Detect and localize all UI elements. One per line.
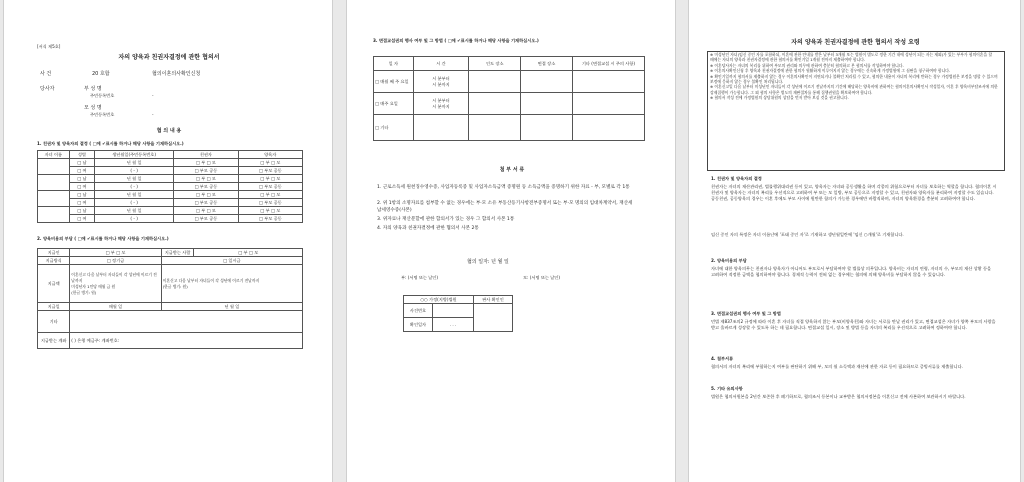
col-caregiver: 양육자 — [238, 151, 302, 159]
handover-place[interactable] — [469, 115, 521, 141]
gender-female[interactable]: □ 여 — [69, 199, 94, 207]
notice-item-3: ※ 이혼의사확인신청 후 양육과 친권자결정에 관한 협의가 원활하게 이루어지지 않는 경우에는 신속하게 가정법원에 그 심판을 청구하여야 합니다. — [710, 68, 951, 74]
caregiver-joint[interactable]: □ 부모 공동 — [238, 183, 302, 191]
notice-item-1: ※ 미성년인 자녀(임신 중인 자를 포함하되, 이혼에 관한 안내를 받은 날부터 3개월 또는 법원이 별도로 정한 기간 내에 성년이 되는 자는 제외)가 있는 부부가 협의이혼을 할 때에는 자녀의 양육과 친권자결정에 관한 협의서를 확인기일 1개월 전까지 제출하여야 합니다. — [710, 52, 993, 63]
gender-female[interactable]: □ 여 — [69, 183, 94, 191]
father-name-label: 부 성 명 — [84, 86, 102, 92]
meeting-place[interactable] — [521, 93, 573, 115]
notice-item-2: ※ 이혼당사자는 자녀의 복리를 위하여 부모의 권리와 의무에 관하여 충분히 협의하고 본 협의서를 작성하여야 합니다. — [710, 62, 904, 68]
col-child-name: 자녀 이름 — [38, 151, 70, 159]
caregiver-choice[interactable]: □ 부 □ 모 — [238, 175, 302, 183]
child-name-cell[interactable] — [38, 207, 70, 223]
time-range[interactable] — [413, 115, 469, 141]
section-1-title: 1. 친권자 및 양육자의 결정 ( □에 ✔표시를 하거나 해당 사항을 기재하십시오.) — [37, 141, 184, 146]
time-range[interactable] — [413, 93, 469, 115]
id-number[interactable]: ( - ) — [95, 167, 174, 175]
notes[interactable] — [572, 93, 644, 115]
method-lump[interactable]: □ 일시금 — [161, 257, 302, 265]
guide-s5-body: 법원은 협의서원본을 2년간 보존한 후 폐기하므로, 협의조서 등본이나 교부받은 협의서정본을 이혼신고 전에 사본하여 보관하시기 바랍니다. — [711, 394, 966, 399]
receiver-options[interactable]: □ 부 □ 모 — [194, 249, 303, 257]
table-row — [38, 199, 303, 207]
gender-female[interactable]: □ 여 — [69, 215, 94, 223]
notes[interactable] — [572, 115, 644, 141]
gender-male[interactable]: □ 남 — [69, 175, 94, 183]
table-row — [38, 207, 303, 215]
col-meeting-place: 면접 장소 — [521, 57, 573, 71]
amount-periodic-text3: (한글 병기: 원) — [71, 289, 97, 295]
case-no-label: 사건번호 — [404, 304, 433, 318]
judge-confirm-label: 판사 확인인 — [474, 296, 513, 304]
birth-date[interactable]: 년 월 일 — [95, 191, 174, 199]
attachments-heading: 첨 부 서 류 — [499, 167, 525, 173]
table-row — [374, 93, 645, 115]
custodian-joint[interactable]: □ 부모 공동 — [174, 199, 238, 207]
gender-male[interactable]: □ 남 — [69, 207, 94, 215]
guide-s4-title: 4. 첨부서류 — [711, 356, 734, 361]
mother-id-dash: - — [152, 112, 154, 117]
col-birthdate: 생년월일(주민등록번호) — [95, 151, 174, 159]
section-2-title: 2. 양육비용의 부담 ( □에 ✔표시를 하거나 해당 사항을 기재하십시오.) — [37, 236, 169, 241]
table-row — [38, 159, 303, 167]
form-page-2 — [346, 0, 676, 482]
attachment-item-3: 3. 위자료나 재산분할에 관한 합의서가 있는 경우 그 합의서 사본 1통 — [377, 217, 515, 222]
form-number: [서식 제5호] — [37, 44, 61, 49]
account-label: 지급받는 계좌 — [38, 333, 70, 349]
caregiver-joint[interactable]: □ 부모 공동 — [238, 215, 302, 223]
notice-item-5: ※ 이혼신고일 다음 날부터 미성년인 자녀들이 각 성년에 이르기 전날까지의 기간에 해당하는 양육비에 관하여는 협의이혼의사확인서 작성일자, 이혼 후 양육비부담조서에 의한 강제집행이 가능합니다. 그 외 협의 사항은 별도의 재판절차를 통해 집행권원을 확보하여야 합니다. — [710, 84, 998, 95]
date-other[interactable]: □ 기타 — [374, 115, 414, 141]
id-number[interactable]: ( - ) — [95, 215, 174, 223]
form-page-3 — [688, 0, 1021, 482]
amount-periodic-cell[interactable] — [70, 265, 161, 303]
time-to: 시 분까지 — [432, 81, 450, 87]
date-monthly[interactable]: 매월 일 — [70, 303, 161, 311]
child-name-cell[interactable] — [38, 175, 70, 191]
court-confirm-box — [403, 295, 513, 332]
other-value[interactable] — [70, 311, 303, 333]
amount-label: 지급액 — [38, 265, 70, 303]
handover-place[interactable] — [469, 93, 521, 115]
custodian-choice[interactable]: □ 부 □ 모 — [174, 175, 238, 183]
section-3-title: 3. 면접교섭권의 행사 여부 및 그 방법 ( □에 ✔표시를 하거나 해당 사항을 기재하십시오.) — [373, 38, 539, 43]
father-id-label: 주민등록번호 — [90, 93, 115, 98]
case-no-value[interactable] — [433, 304, 474, 318]
guide-s1-body2: 임신 중인 자의 특정은 자녀 이름난에 '포태 중인 자'로 기재하고 생년월일란에 '임신 ○개월'로 기재합니다. — [711, 232, 904, 237]
gender-female[interactable]: □ 여 — [69, 167, 94, 175]
table-row — [38, 303, 303, 311]
table-row — [38, 183, 303, 191]
col-custodian: 친권자 — [174, 151, 238, 159]
amount-lump-text3: (한글 병기: 원) — [162, 283, 188, 289]
method-periodic[interactable]: □ 정기금 — [70, 257, 161, 265]
guide-s1-body: 친권자는 자녀의 재산관리권, 법률행위대리권 등이 있고, 양육자는 자녀와 공동생활을 하며 각종의 위험으로부터 자녀를 보호하는 역할을 합니다. 협의이혼 시 친권자 및 양육자는 자녀의 복리를 우선적으로 고려하여 부 또는 모 일방, 부모 공동으로 지정할 수 있고, 친권자와 양육자를 분리하여 지정할 수도 있습니다. 공동친권, 공동양육의 경우는 이혼 후에도 부모 사이에 원만한 합의가 가능한 경우에만 바람직하며, 자녀의 양육환경을 충분히 고려하여야 합니다. — [711, 184, 997, 202]
custodian-choice[interactable]: □ 부 □ 모 — [174, 191, 238, 199]
case-name: 협의이혼의사확인신청 — [152, 71, 201, 77]
id-number[interactable]: ( - ) — [95, 199, 174, 207]
confirm-date-label: 확인일자 — [404, 318, 433, 332]
birth-date[interactable]: 년 월 일 — [95, 207, 174, 215]
birth-date[interactable]: 년 월 일 — [95, 175, 174, 183]
guide-s2-body: 자녀에 대한 양육의무는 친권자나 양육자가 아니어도 부모로서 부담하여야 할 법률상 의무입니다. 양육비는 자녀의 연령, 자녀의 수, 부모의 재산 상황 등을 고려하여 적정한 금액을 협의하여야 합니다. 경제적 능력이 전혀 없는 경우에는 협의에 의해 양육비를 부담하지 않을 수 있습니다. — [711, 266, 992, 278]
party-label: 당사자 — [40, 86, 55, 92]
date-weekly[interactable]: □ 매주 요일 — [374, 93, 414, 115]
child-name-cell[interactable] — [38, 191, 70, 207]
attachment-item-2: 2. 위 1항의 소명자료를 첨부할 수 없는 경우에는 부·모 소유 부동산등기사항전부증명서 또는 부·모 명의의 임대차계약서, 재산세 납세영수증(사본) — [377, 201, 633, 213]
notice-item-4: ※ 확인기일까지 협의서를 제출하지 않는 경우 이혼의사확인이 지연되거나 불확인 처리될 수 있고, 협의한 내용이 자녀의 복리에 반하는 경우 가정법원은 보정을 명할 수 있으며 보정에 응하지 않는 경우 불확인 처리됩니다. — [710, 73, 998, 85]
time-range[interactable] — [413, 71, 469, 93]
agreement-heading: 협 의 내 용 — [156, 128, 182, 134]
custodian-choice[interactable]: □ 부 □ 모 — [174, 207, 238, 215]
table-row — [38, 215, 303, 223]
amount-periodic-text: 이혼신고 다음 날부터 자녀들이 각 성년에 이르기 전날까지 — [71, 271, 157, 283]
amount-periodic-text2: 미성년자 1인당 매월 금 원 — [71, 283, 116, 289]
id-number[interactable]: ( - ) — [95, 183, 174, 191]
child-name-cell[interactable] — [38, 159, 70, 175]
table-row — [38, 265, 303, 303]
case-number: 20 호합 — [92, 71, 110, 77]
custody-table — [37, 150, 303, 223]
guide-s2-title: 2. 양육비용의 부담 — [711, 258, 747, 263]
mother-id-label: 주민등록번호 — [90, 112, 115, 117]
case-label: 사 건 — [40, 71, 52, 77]
court-name: ○○ 가정(지방)법원 — [404, 296, 474, 304]
other-label: 기타 — [38, 311, 70, 333]
table-header-row — [374, 57, 645, 71]
custodian-choice[interactable]: □ 부 □ 모 — [174, 159, 238, 167]
guide-s3-title: 3. 면접교섭권의 행사 여부 및 그 방법 — [711, 311, 781, 316]
custodian-joint[interactable]: □ 부모 공동 — [174, 183, 238, 191]
time-from: 시 분부터 — [432, 97, 450, 103]
gender-male[interactable]: □ 남 — [69, 159, 94, 167]
guide-s3-body: 민법 제837조의2 규정에 따라 이혼 후 자녀를 직접 양육하지 않는 부모(비양육친)와 자녀는 서로를 만날 권리가 있고, 면접교섭은 자녀가 양쪽 부모의 사랑을 받고 올바르게 성장할 수 있도록 하는 데 필요합니다. 면접교섭 일시, 장소 및 방법 등을 자녀의 복리를 우선적으로 고려하여 정하여야 합니다. — [711, 319, 996, 331]
guide-s4-body: 협의서의 자녀의 복리에 부합하는지 여부를 판단하기 위해 부, 모의 월 소득액과 재산에 관한 자료 등이 필요하므로 증빙서류를 제출합니다. — [711, 364, 963, 369]
table-row — [38, 175, 303, 183]
caregiver-choice[interactable]: □ 부 □ 모 — [238, 191, 302, 199]
table-row — [38, 311, 303, 333]
caregiver-choice[interactable]: □ 부 □ 모 — [238, 207, 302, 215]
table-header-row — [38, 151, 303, 159]
time-to: 시 분까지 — [432, 103, 450, 109]
date-monthly[interactable]: □ 매월 째 주 요일 — [374, 71, 414, 93]
form-page-1 — [3, 0, 333, 482]
col-handover-place: 인도 장소 — [469, 57, 521, 71]
table-row — [38, 257, 303, 265]
date-lump[interactable]: 년 월 일 — [161, 303, 302, 311]
mother-signature[interactable]: 모: (서명 또는 날인) — [523, 275, 560, 280]
support-table — [37, 248, 303, 349]
col-notes: 기타 (면접교섭 시 주의 사항) — [572, 57, 644, 71]
caregiver-joint[interactable]: □ 부모 공동 — [238, 199, 302, 207]
amount-lump-cell[interactable] — [161, 265, 302, 303]
table-row — [38, 249, 303, 257]
judge-seal — [474, 304, 513, 332]
receiver-label: 지급받는 사람 — [161, 249, 194, 257]
meeting-place[interactable] — [521, 71, 573, 93]
table-row — [38, 191, 303, 199]
attachment-item-1: 1. 근로소득세 원천징수영수증, 사업자등록증 및 사업자소득금액 증명원 등 소득금액을 증명하기 위한 자료 - 부, 모별로 각 1통 — [377, 185, 630, 190]
account-value[interactable]: ( ) 은행 예금주: 계좌번호: — [70, 333, 303, 349]
birth-date[interactable]: 년 월 일 — [95, 159, 174, 167]
father-signature[interactable]: 부: (서명 또는 날인) — [401, 275, 438, 280]
mother-name-label: 모 성 명 — [84, 105, 102, 111]
caregiver-joint[interactable]: □ 부모 공동 — [238, 167, 302, 175]
gender-male[interactable]: □ 남 — [69, 191, 94, 199]
table-row — [404, 296, 513, 304]
col-gender: 성별 — [69, 151, 94, 159]
confirm-date-value[interactable]: . . . — [433, 318, 474, 332]
payer-options[interactable]: □ 부 □ 모 — [70, 249, 161, 257]
visitation-table — [373, 56, 645, 141]
table-row — [374, 115, 645, 141]
table-row — [38, 333, 303, 349]
notes[interactable] — [572, 71, 644, 93]
notice-box — [707, 51, 1005, 171]
method-label: 지급방식 — [38, 257, 70, 265]
agreement-date[interactable]: 협의 일자: 년 월 일 — [467, 259, 509, 265]
table-row — [38, 167, 303, 175]
attachment-item-4: 4. 자의 양육과 친권자결정에 관한 협의서 사본 2통 — [377, 226, 479, 231]
father-id-dash: - — [152, 93, 154, 98]
page-title: 자의 양육과 친권자결정에 관한 협의서 — [118, 54, 220, 61]
col-time: 시 간 — [413, 57, 469, 71]
table-row — [404, 304, 513, 318]
custodian-joint[interactable]: □ 부모 공동 — [174, 167, 238, 175]
table-row — [374, 71, 645, 93]
guide-title: 자의 양육과 친권자결정에 관한 협의서 작성 요령 — [791, 39, 920, 46]
payer-label: 지급인 — [38, 249, 70, 257]
guide-s1-title: 1. 친권자 및 양육자의 결정 — [711, 176, 762, 181]
meeting-place[interactable] — [521, 115, 573, 141]
caregiver-choice[interactable]: □ 부 □ 모 — [238, 159, 302, 167]
amount-lump-text: 이혼신고 다음 날부터 자녀들이 각 성년에 이르기 전날까지 — [162, 277, 260, 283]
date-label: 지급일 — [38, 303, 70, 311]
notice-item-6: ※ 협의서 작성 전에 가정법원의 상담위원의 상담을 먼저 받아 보실 것을 권고합니다. — [710, 95, 849, 101]
handover-place[interactable] — [469, 71, 521, 93]
custodian-joint[interactable]: □ 부모 공동 — [174, 215, 238, 223]
guide-s5-title: 5. 기타 유의사항 — [711, 386, 743, 391]
col-date: 일 자 — [374, 57, 414, 71]
time-from: 시 분부터 — [432, 75, 450, 81]
